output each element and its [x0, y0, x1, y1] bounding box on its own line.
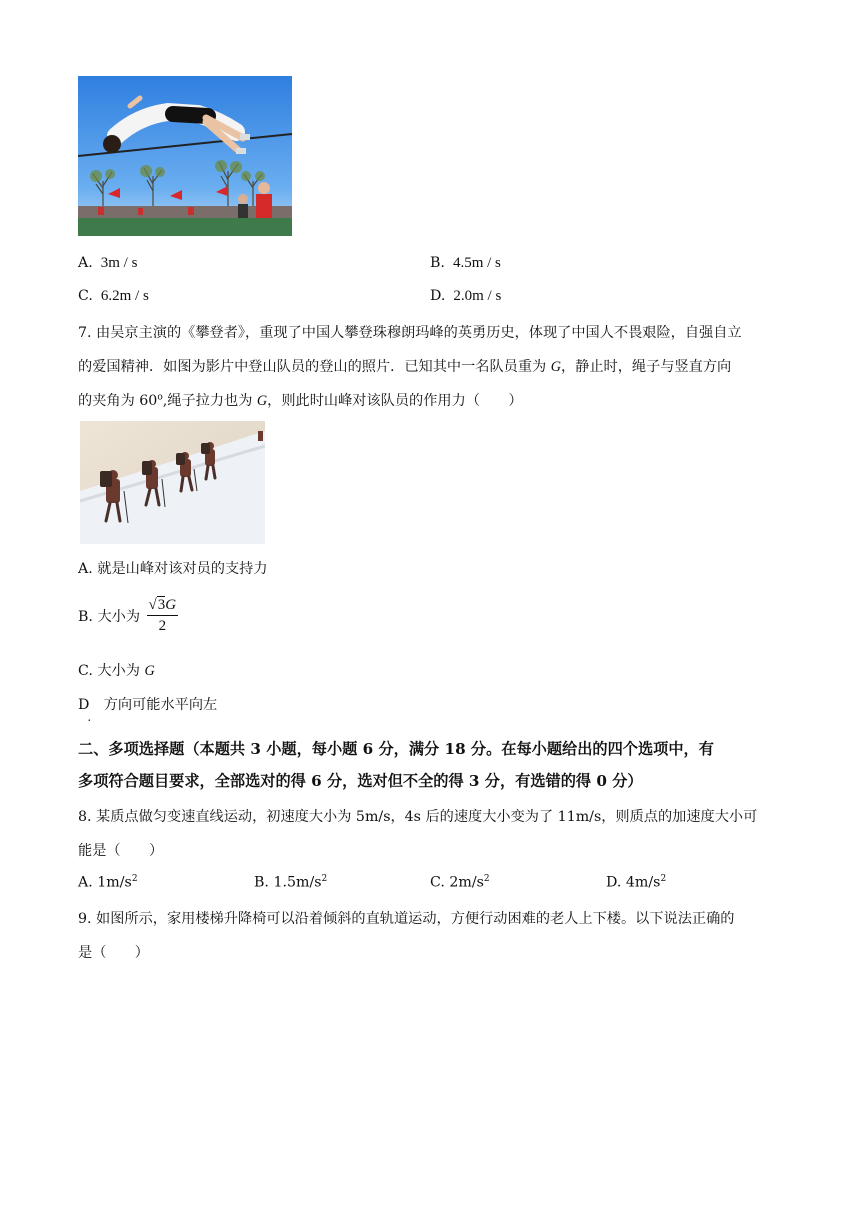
- fraction-sqrt3g-over-2: [147, 597, 179, 635]
- sqrt-sign-icon: √: [148, 597, 157, 613]
- q7-text: ，静止时，绳子与竖直方向: [560, 359, 732, 375]
- q7-text: ,绳子拉力也为: [162, 393, 257, 409]
- variable-g: G: [256, 393, 268, 409]
- q7-stem-line-1: 7. 由吴京主演的《攀登者》，重现了中国人攀登珠穆朗玛峰的英勇历史，体现了中国人不畏艰险，自强自立: [78, 325, 742, 341]
- q8-option-a: [78, 874, 138, 891]
- denominator: 2: [158, 618, 167, 634]
- degree-mark: o: [157, 392, 163, 403]
- q7-stem-line-3: [78, 390, 523, 410]
- option-text: A. 1m/s: [78, 874, 132, 891]
- option-value: 2.0m / s: [453, 288, 502, 304]
- option-letter: D: [78, 697, 90, 713]
- option-text: C. 2m/s: [430, 874, 484, 891]
- option-value: 6.2m / s: [100, 288, 149, 304]
- q7-option-d: [78, 694, 218, 724]
- variable-g: G: [165, 597, 177, 613]
- q7-stem-line-2: [78, 356, 731, 376]
- option-text: B. 1.5m/s: [254, 874, 322, 891]
- climbers-photo: [80, 421, 265, 544]
- q8-option-b: [254, 874, 327, 891]
- option-text: 方向可能水平向左: [103, 697, 218, 713]
- option-letter: C.: [78, 288, 93, 304]
- radicand: 3: [157, 597, 166, 613]
- option-letter: B.: [430, 255, 445, 271]
- q6-option-c: [78, 288, 149, 305]
- q6-option-a: [78, 255, 137, 272]
- q7-text: 的爱国精神．如图为影片中登山队员的登山的照片．已知其中一名队员重为: [78, 359, 551, 375]
- option-text: C. 大小为: [78, 663, 145, 679]
- superscript: 2: [483, 874, 490, 884]
- option-text: D. 4m/s: [606, 874, 661, 891]
- q7-option-b: [78, 597, 178, 635]
- q8-option-c: [430, 874, 490, 891]
- option-value: 3m / s: [100, 255, 138, 271]
- q9-stem-line-1: 9. 如图所示，家用楼梯升降椅可以沿着倾斜的直轨道运动，方便行动困难的老人上下楼。以下说法正确的: [78, 911, 735, 927]
- variable-g: G: [144, 663, 155, 679]
- q7-text: 的夹角为 60: [78, 393, 158, 409]
- q7-text: ，则此时山峰对该队员的作用力（ ）: [267, 393, 523, 409]
- section-2-heading-line-2: 多项符合题目要求，全部选对的得 6 分，选对但不全的得 3 分，有选错的得 0 分）: [78, 772, 643, 790]
- option-value: 4.5m / s: [452, 255, 501, 271]
- q8-option-d: [606, 874, 666, 891]
- superscript: 2: [131, 874, 138, 884]
- variable-g: G: [550, 359, 561, 375]
- q9-stem-line-2: 是（ ）: [78, 945, 149, 961]
- option-text: B. 大小为: [78, 609, 145, 625]
- option-letter: D.: [430, 288, 446, 304]
- superscript: 2: [660, 874, 667, 884]
- high-jump-photo: [78, 76, 292, 236]
- q7-option-c: [78, 660, 155, 680]
- superscript: 2: [321, 874, 328, 884]
- q8-stem-line-2: 能是（ ）: [78, 843, 164, 859]
- option-dot: .: [87, 710, 92, 724]
- section-2-heading-line-1: 二、多项选择题（本题共 3 小题，每小题 6 分，满分 18 分。在每小题给出的四个选项中，有: [78, 740, 714, 758]
- q6-option-b: [430, 255, 501, 272]
- q8-stem-line-1: 8. 某质点做匀变速直线运动，初速度大小为 5m/s，4s 后的速度大小变为了 11m/s，则质点的加速度大小可: [78, 809, 758, 825]
- q7-option-a: A. 就是山峰对该对员的支持力: [78, 561, 268, 577]
- option-letter: A.: [78, 255, 93, 271]
- q6-option-d: [430, 288, 501, 305]
